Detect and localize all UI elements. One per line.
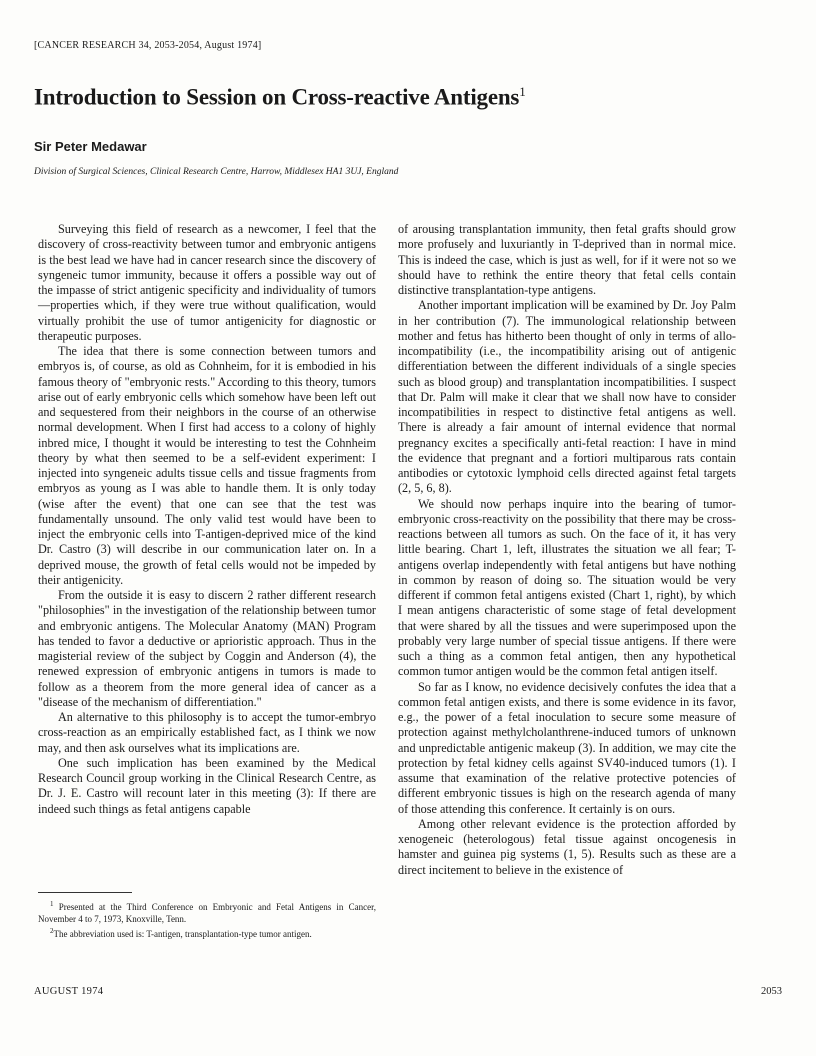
paragraph: The idea that there is some connection between tumors and embryos is, of course, as old as Cohnheim, for it is embodied in his famous theory of "embryonic rests." According to this theory, tumors arise out of early embryonic cells which somehow have been left out and sequestered from their neighbors in the course of an otherwise normal development. When I first had access to a colony of highly inbred mice, I thought it would be interesting to test the Cohnheim theory by what then seemed to be a self-evident experiment: I injected into syngeneic adults tissue cells and tissue fragments from embryos as young as I was able to handle them. It is only today (wise after the event) that one can see that the test was fundamentally unsound. The only valid test would have been to inject the embryonic cells into T-antigen-deprived mice of the kind Dr. Castro (3) will describe in our communication later on. In a deprived mouse, the growth of fetal cells would not be impeded by their antigenicity.: [38, 344, 376, 587]
article-title-text: Introduction to Session on Cross-reactive Antigens: [34, 84, 520, 110]
paragraph-continued: of arousing transplantation immunity, then fetal grafts should grow more profusely and luxuriantly in T-deprived than in normal mice. This is indeed the case, which is just as well, for if it were not so we should have to rethink the entire theory that fetal cells contain distinctive transplantation-type antigens.: [398, 222, 736, 297]
article-title: [34, 84, 526, 111]
page-number: 2053: [761, 986, 782, 997]
footnote: [38, 898, 376, 925]
paragraph: One such implication has been examined by the Medical Research Council group working in the Clinical Research Centre, as Dr. J. E. Castro will recount later in this meeting (3): If there are indeed such things as fetal antigens capable: [38, 755, 376, 816]
paragraph: Among other relevant evidence is the protection afforded by xenogeneic (heterologous) fetal tissue against oncogenesis in hamster and guinea pig systems (1, 5). Results such as these are a direct incitement to believe in the existence of: [398, 816, 736, 877]
author-name: Sir Peter Medawar: [34, 139, 147, 154]
journal-citation: [CANCER RESEARCH 34, 2053-2054, August 1974]: [34, 40, 262, 51]
paragraph: We should now perhaps inquire into the bearing of tumor-embryonic cross-reactivity on the possibility that there may be cross-reactions between all tumors as such. On the face of it, it has very little bearing. Chart 1, left, illustrates the situation we all fear; T-antigens overlap independently with fetal antigens but have nothing in common by reason of doing so. The situation would be very different if common fetal antigens existed (Chart 1, right), by which I mean antigens characteristic of some stage of fetal development that were shared by all the tissues and were superimposed upon the probably very large number of special tissue antigens. If there were such a thing as a common fetal antigen, then any hypothetical common tumor antigen would be the common fetal antigen itself.: [398, 496, 736, 679]
footnote: [38, 925, 376, 940]
paragraph: So far as I know, no evidence decisively confutes the idea that a common fetal antigen exists, and there is some evidence in its favor, e.g., the power of a fetal inoculation to secure some measure of protection against methylcholanthrene-induced tumors of unknown and unpredictable antigenic makeup (3). In addition, we may cite the protection by fetal kidney cells against SV40-induced tumors (1). I assume that examination of the relative protective potencies of different embryonic tissues is high on the research agenda of many of those attending this conference. It certainly is on ours.: [398, 679, 736, 816]
footnote-text: Presented at the Third Conference on Embryonic and Fetal Antigens in Cancer, November 4 to 7, 1973, Knoxville, Tenn.: [38, 902, 376, 924]
left-column: [38, 222, 376, 817]
footer-date: AUGUST 1974: [34, 986, 104, 997]
footnote-mark: 1: [50, 900, 54, 908]
paragraph: From the outside it is easy to discern 2 rather different research "philosophies" in the investigation of the relationship between tumor and embryonic antigens. The Molecular Anatomy (MAN) Program has tended to favor a deductive or aprioristic approach. Thus in the magisterial review of the subject by Coggin and Anderson (4), the renewed expression of embryonic antigens in tumors is made to follow as a theorem from the more general idea of cancer as a "disease of the mechanism of differentiation.": [38, 588, 376, 709]
paragraph: An alternative to this philosophy is to accept the tumor-embryo cross-reaction as an empirically established fact, as I think we now may, and then ask ourselves what its implications are.: [38, 710, 376, 755]
author-affiliation: Division of Surgical Sciences, Clinical Research Centre, Harrow, Middlesex HA1 3UJ, England: [34, 167, 399, 177]
title-footnote-mark: 1: [519, 84, 526, 99]
footnote-mark: 2: [50, 927, 54, 935]
right-column: [398, 222, 736, 878]
footnote-text: The abbreviation used is: T-antigen, transplantation-type tumor antigen.: [53, 929, 312, 939]
paragraph: Surveying this field of research as a newcomer, I feel that the discovery of cross-reactivity between tumor and embryonic antigens is the best lead we have had in cancer research since the discovery of syngeneic tumor immunity, because it offers a possible way out of the impasse of strict antigenic specificity and individuality of tumors—properties which, if they were true without qualification, would virtually prohibit the use of tumor antigenicity for diagnostic or therapeutic purposes.: [38, 222, 376, 343]
paragraph: Another important implication will be examined by Dr. Joy Palm in her contribution (7). The immunological relationship between mother and fetus has hitherto been thought of only in terms of allo-incompatibility (i.e., the incompatibility arising out of antigenic differentiation between the different individuals of a single species such as blood group) and transplantation incompatibilities. I suspect that Dr. Palm will make it clear that we shall now have to consider incompatibilities in respect to distinctive fetal antigens as well. There is already a fair amount of internal evidence that normal pregnancy excites a specifically anti-fetal reaction: I have in mind the evidence that pregnant and a fortiori multiparous rats contain antibodies or cytotoxic lymphoid cells directed against fetal targets (2, 5, 6, 8).: [398, 298, 736, 496]
footnote-divider: [38, 892, 132, 893]
footnotes: [38, 898, 376, 940]
